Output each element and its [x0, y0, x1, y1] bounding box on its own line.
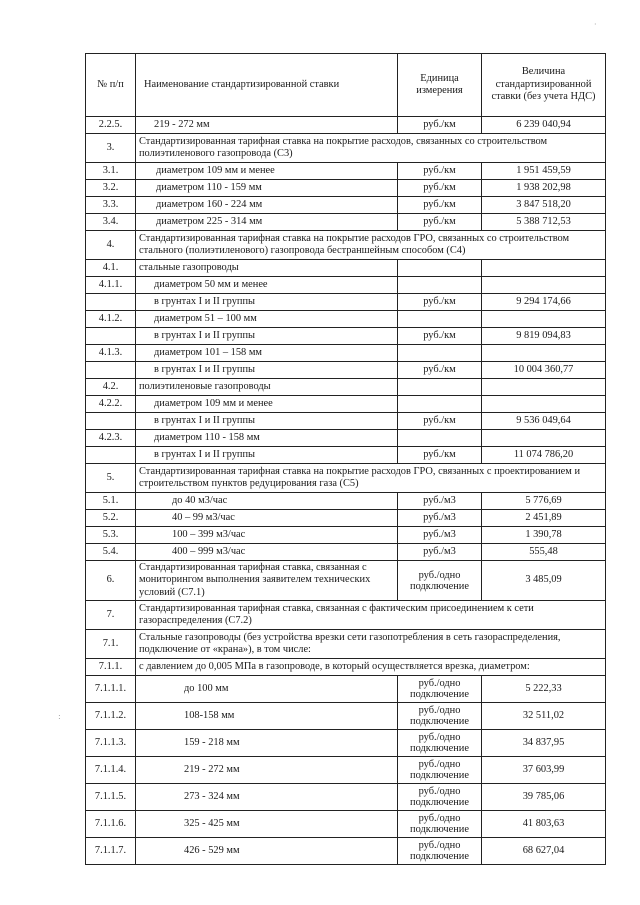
rate-name: Стандартизированная тарифная ставка на покрытие расходов ГРО, связанных с проектированием и строительством пунктов редуцирования газа (С5)	[136, 464, 606, 493]
rate-unit-line2: подключение	[410, 580, 469, 592]
table-header-row	[86, 54, 606, 117]
rate-value: 37 603,99	[482, 757, 606, 784]
rate-value: 5 776,69	[482, 493, 606, 510]
rate-value: 41 803,63	[482, 811, 606, 838]
rate-value	[482, 430, 606, 447]
rate-name: 40 – 99 м3/час	[136, 510, 398, 527]
row-number: 5.3.	[86, 527, 136, 544]
rate-value	[482, 379, 606, 396]
table-row	[86, 117, 606, 134]
rate-name: Стандартизированная тарифная ставка, связанная с мониторингом выполнения заявителем технических условий (С7.1)	[136, 561, 398, 601]
table-row	[86, 260, 606, 277]
rate-name: до 100 мм	[136, 676, 398, 703]
rate-name: диаметром 110 - 158 мм	[136, 430, 398, 447]
table-row	[86, 379, 606, 396]
row-number: 5.	[86, 464, 136, 493]
rate-unit	[398, 345, 482, 362]
tariff-document	[85, 53, 605, 865]
rate-name: 108-158 мм	[136, 703, 398, 730]
rate-value: 9 536 049,64	[482, 413, 606, 430]
rate-value	[482, 260, 606, 277]
table-row	[86, 430, 606, 447]
rate-name: в грунтах I и II группы	[136, 447, 398, 464]
rate-name: Стандартизированная тарифная ставка на покрытие расходов ГРО, связанных со строительством стального (полиэтиленового) газопровода бестраншейным способом (С4)	[136, 231, 606, 260]
rate-unit-line2: подключение	[410, 770, 469, 782]
rate-value	[482, 277, 606, 294]
rate-name: в грунтах I и II группы	[136, 362, 398, 379]
rate-unit: руб./м3	[398, 510, 482, 527]
rate-unit-line2: подключение	[410, 797, 469, 809]
rate-name: диаметром 51 – 100 мм	[136, 311, 398, 328]
rate-name: 325 - 425 мм	[136, 811, 398, 838]
rate-value	[482, 311, 606, 328]
row-number: 4.1.1.	[86, 277, 136, 294]
rate-value: 555,48	[482, 544, 606, 561]
table-row	[86, 163, 606, 180]
rate-unit: руб./км	[398, 197, 482, 214]
rate-unit: руб./км	[398, 294, 482, 311]
table-row	[86, 659, 606, 676]
rate-unit: руб./км	[398, 214, 482, 231]
rate-value: 32 511,02	[482, 703, 606, 730]
rate-name: диаметром 50 мм и менее	[136, 277, 398, 294]
row-number: 7.1.1.7.	[86, 838, 136, 865]
rate-value	[482, 345, 606, 362]
row-number: 7.1.1.3.	[86, 730, 136, 757]
rate-name: в грунтах I и II группы	[136, 328, 398, 345]
rate-unit: руб./км	[398, 328, 482, 345]
row-number: 2.2.5.	[86, 117, 136, 134]
rate-unit-line1: руб./одно	[418, 569, 461, 581]
table-row	[86, 197, 606, 214]
rate-name: в грунтах I и II группы	[136, 294, 398, 311]
rate-value: 9 294 174,66	[482, 294, 606, 311]
rate-unit: руб./м3	[398, 493, 482, 510]
header-rate-name: Наименование стандартизированной ставки	[136, 54, 398, 117]
rate-value: 3 847 518,20	[482, 197, 606, 214]
row-number: 7.1.1.	[86, 659, 136, 676]
rate-value: 10 004 360,77	[482, 362, 606, 379]
rate-name: Стальные газопроводы (без устройства врезки сети газопотребления в сеть газораспределения, подключение от «крана»), в том числе:	[136, 630, 606, 659]
rate-value: 5 388 712,53	[482, 214, 606, 231]
rate-name: полиэтиленовые газопроводы	[136, 379, 398, 396]
table-row	[86, 703, 606, 730]
rate-unit-line1: руб./одно	[418, 705, 461, 717]
table-row	[86, 630, 606, 659]
rate-unit	[398, 561, 482, 601]
row-number: 7.1.1.2.	[86, 703, 136, 730]
rate-unit: руб./км	[398, 163, 482, 180]
rate-value: 3 485,09	[482, 561, 606, 601]
rate-value: 2 451,89	[482, 510, 606, 527]
header-number: № п/п	[86, 54, 136, 117]
rate-name: 219 - 272 мм	[136, 117, 398, 134]
rate-name: диаметром 101 – 158 мм	[136, 345, 398, 362]
row-number: 4.	[86, 231, 136, 260]
rate-value: 68 627,04	[482, 838, 606, 865]
row-number: 3.3.	[86, 197, 136, 214]
table-row	[86, 544, 606, 561]
row-number: 7.1.	[86, 630, 136, 659]
table-row	[86, 311, 606, 328]
row-number	[86, 362, 136, 379]
table-row	[86, 231, 606, 260]
rate-name: с давлением до 0,005 МПа в газопроводе, в который осуществляется врезка, диаметром:	[136, 659, 606, 676]
row-number: 5.1.	[86, 493, 136, 510]
table-row	[86, 601, 606, 630]
rate-name: 100 – 399 м3/час	[136, 527, 398, 544]
row-number	[86, 447, 136, 464]
rate-value: 9 819 094,83	[482, 328, 606, 345]
rate-value: 1 390,78	[482, 527, 606, 544]
rate-unit-line1: руб./одно	[418, 786, 461, 798]
table-row	[86, 345, 606, 362]
rate-unit	[398, 379, 482, 396]
table-row	[86, 413, 606, 430]
rate-name: в грунтах I и II группы	[136, 413, 398, 430]
rate-unit-line2: подключение	[410, 689, 469, 701]
row-number: 5.4.	[86, 544, 136, 561]
table-row	[86, 362, 606, 379]
rate-name: 426 - 529 мм	[136, 838, 398, 865]
table-row	[86, 527, 606, 544]
rate-unit	[398, 757, 482, 784]
rate-value: 34 837,95	[482, 730, 606, 757]
table-row	[86, 493, 606, 510]
rate-name: Стандартизированная тарифная ставка, связанная с фактическим присоединением к сети газораспределения (С7.2)	[136, 601, 606, 630]
rate-unit-line1: руб./одно	[418, 732, 461, 744]
rate-unit: руб./км	[398, 447, 482, 464]
table-row	[86, 294, 606, 311]
row-number: 4.2.2.	[86, 396, 136, 413]
header-unit: Единица измерения	[398, 54, 482, 117]
rate-name: диаметром 225 - 314 мм	[136, 214, 398, 231]
rate-unit-line2: подключение	[410, 851, 469, 863]
rate-name: 219 - 272 мм	[136, 757, 398, 784]
rate-name: диаметром 109 мм и менее	[136, 163, 398, 180]
rate-unit-line1: руб./одно	[418, 840, 461, 852]
rate-unit: руб./км	[398, 117, 482, 134]
rate-unit	[398, 277, 482, 294]
row-number: 6.	[86, 561, 136, 601]
rate-name: диаметром 109 мм и менее	[136, 396, 398, 413]
row-number: 4.1.2.	[86, 311, 136, 328]
rate-value: 39 785,06	[482, 784, 606, 811]
rate-unit-line1: руб./одно	[418, 759, 461, 771]
rate-unit	[398, 396, 482, 413]
rate-name: Стандартизированная тарифная ставка на покрытие расходов, связанных со строительством полиэтиленового газопровода (С3)	[136, 134, 606, 163]
scan-mark: :	[58, 712, 61, 721]
row-number: 3.	[86, 134, 136, 163]
rate-value: 5 222,33	[482, 676, 606, 703]
table-row	[86, 730, 606, 757]
row-number: 4.1.	[86, 260, 136, 277]
rate-unit	[398, 430, 482, 447]
rate-unit	[398, 784, 482, 811]
rate-unit-line2: подключение	[410, 716, 469, 728]
row-number: 3.1.	[86, 163, 136, 180]
rate-value: 6 239 040,94	[482, 117, 606, 134]
rate-name: 159 - 218 мм	[136, 730, 398, 757]
table-row	[86, 811, 606, 838]
table-row	[86, 277, 606, 294]
table-row	[86, 784, 606, 811]
table-row	[86, 838, 606, 865]
table-row	[86, 396, 606, 413]
rate-unit-line1: руб./одно	[418, 813, 461, 825]
rate-name: 273 - 324 мм	[136, 784, 398, 811]
rate-unit	[398, 311, 482, 328]
rate-unit: руб./км	[398, 413, 482, 430]
table-row	[86, 510, 606, 527]
standardized-rates-table	[85, 53, 606, 865]
rate-value: 1 938 202,98	[482, 180, 606, 197]
row-number	[86, 413, 136, 430]
table-body	[86, 117, 606, 865]
table-row	[86, 214, 606, 231]
row-number: 7.1.1.4.	[86, 757, 136, 784]
rate-unit: руб./м3	[398, 544, 482, 561]
row-number: 5.2.	[86, 510, 136, 527]
table-row	[86, 561, 606, 601]
header-value: Величина стандартизированной ставки (без учета НДС)	[482, 54, 606, 117]
rate-unit	[398, 260, 482, 277]
rate-value: 11 074 786,20	[482, 447, 606, 464]
rate-unit-line2: подключение	[410, 743, 469, 755]
row-number	[86, 328, 136, 345]
rate-unit	[398, 676, 482, 703]
rate-unit: руб./км	[398, 180, 482, 197]
row-number: 4.2.3.	[86, 430, 136, 447]
row-number: 4.2.	[86, 379, 136, 396]
table-row	[86, 676, 606, 703]
table-row	[86, 180, 606, 197]
row-number: 7.1.1.6.	[86, 811, 136, 838]
table-row	[86, 328, 606, 345]
row-number: 7.1.1.1.	[86, 676, 136, 703]
rate-value	[482, 396, 606, 413]
rate-unit	[398, 838, 482, 865]
row-number: 3.2.	[86, 180, 136, 197]
rate-unit-line1: руб./одно	[418, 678, 461, 690]
row-number	[86, 294, 136, 311]
row-number: 7.	[86, 601, 136, 630]
rate-unit	[398, 730, 482, 757]
rate-value: 1 951 459,59	[482, 163, 606, 180]
row-number: 4.1.3.	[86, 345, 136, 362]
rate-unit: руб./м3	[398, 527, 482, 544]
rate-name: стальные газопроводы	[136, 260, 398, 277]
table-row	[86, 447, 606, 464]
rate-name: 400 – 999 м3/час	[136, 544, 398, 561]
rate-name: до 40 м3/час	[136, 493, 398, 510]
table-row	[86, 464, 606, 493]
rate-name: диаметром 110 - 159 мм	[136, 180, 398, 197]
rate-unit	[398, 811, 482, 838]
rate-unit-line2: подключение	[410, 824, 469, 836]
table-row	[86, 134, 606, 163]
rate-unit	[398, 703, 482, 730]
rate-name: диаметром 160 - 224 мм	[136, 197, 398, 214]
row-number: 3.4.	[86, 214, 136, 231]
scan-mark: ·	[594, 20, 597, 29]
rate-unit: руб./км	[398, 362, 482, 379]
table-row	[86, 757, 606, 784]
row-number: 7.1.1.5.	[86, 784, 136, 811]
